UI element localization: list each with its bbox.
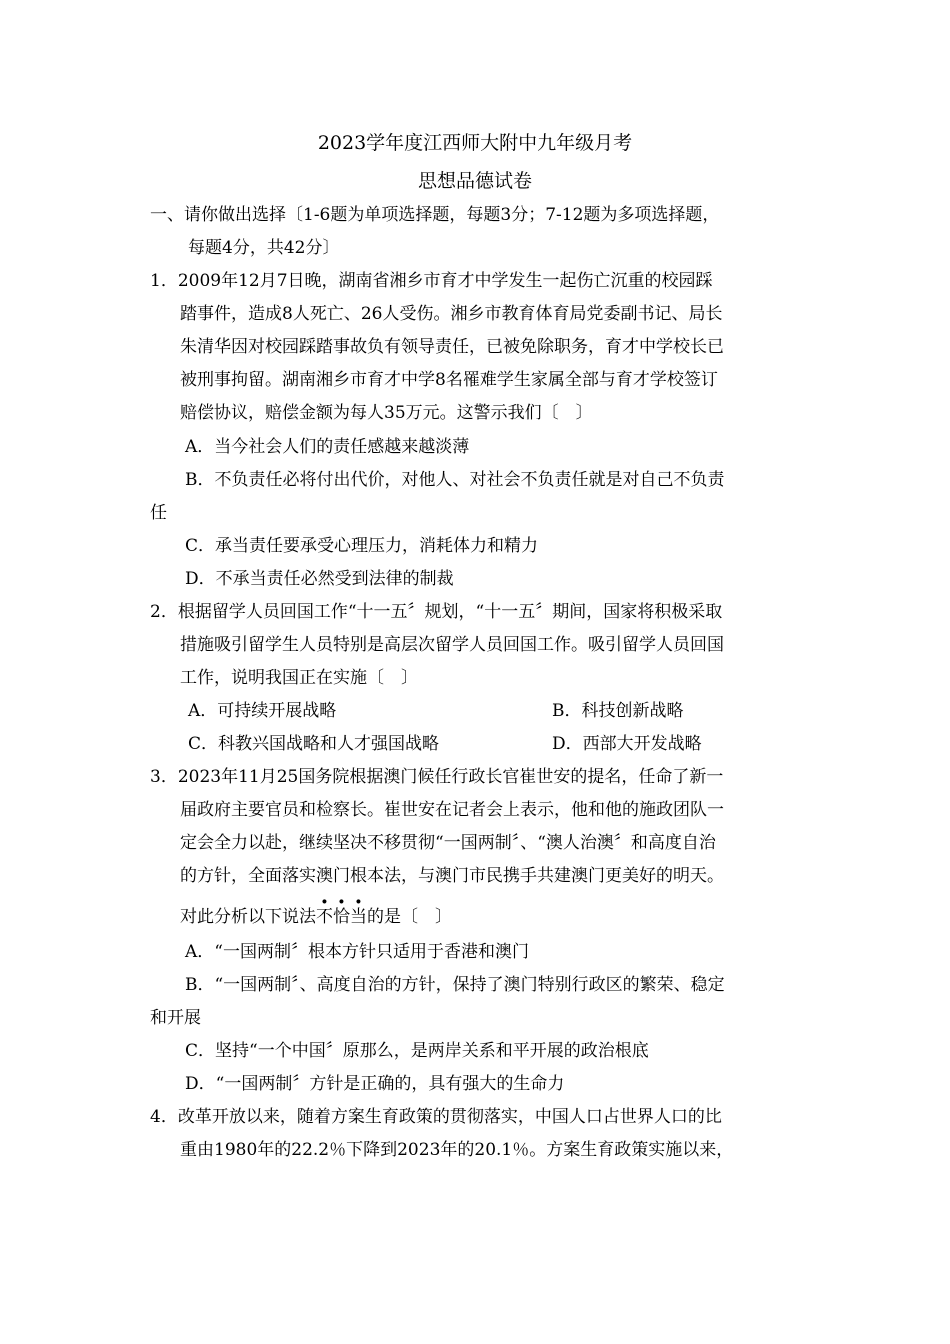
q3-option-b: B．“一国两制〞、高度自治的方针，保持了澳门特别行政区的繁荣、稳定 xyxy=(185,975,725,995)
q3-option-d: D．“一国两制〞方针是正确的，具有强大的生命力 xyxy=(185,1074,565,1094)
q1-stem-line: 赔偿协议，赔偿金额为每人35万元。这警示我们〔 〕 xyxy=(180,403,593,423)
q2-option-d: D．西部大开发战略 xyxy=(552,734,702,754)
q1-option-d: D．不承当责任必然受到法律的制裁 xyxy=(185,569,454,589)
q4-stem-line: 4．改革开放以来，随着方案生育政策的贯彻落实，中国人口占世界人口的比 xyxy=(150,1107,722,1127)
q1-stem-line: 1．2009年12月7日晚，湖南省湘乡市育才中学发生一起伤亡沉重的校园踩 xyxy=(150,271,713,291)
emphasis-char: 当 xyxy=(350,907,367,927)
q3-option-c: C．坚持“一个中国〞原那么，是两岸关系和平开展的政治根底 xyxy=(185,1041,649,1061)
exam-subtitle: 思想品德试卷 xyxy=(417,170,532,192)
q3-emphasis-text xyxy=(316,907,367,927)
q1-option-b-cont: 任 xyxy=(150,503,167,523)
q3-question-line xyxy=(180,906,452,928)
q2-stem-line: 措施吸引留学生人员特别是高层次留学人员回国工作。吸引留学人员回国 xyxy=(180,635,724,655)
q3-option-a: A．“一国两制〞根本方针只适用于香港和澳门 xyxy=(185,942,529,962)
q2-option-a: A．可持续开展战略 xyxy=(188,701,337,721)
q3-stem-line: 3．2023年11月25国务院根据澳门候任行政长官崔世安的提名，任命了新一 xyxy=(150,767,724,787)
emphasis-char: 不 xyxy=(316,907,333,927)
q3-question-post: 的是〔 〕 xyxy=(367,907,452,927)
section-heading: 一、请你做出选择〔1-6题为单项选择题，每题3分；7-12题为多项选择题， xyxy=(150,205,720,225)
q2-option-c: C．科教兴国战略和人才强国战略 xyxy=(188,734,440,754)
q3-option-b-cont: 和开展 xyxy=(150,1008,201,1028)
q3-stem-line: 届政府主要官员和检察长。崔世安在记者会上表示，他和他的施政团队一 xyxy=(180,800,724,820)
q2-stem-line: 2．根据留学人员回国工作“十一五〞规划，“十一五〞期间，国家将积极采取 xyxy=(150,602,723,622)
q2-stem-line: 工作，说明我国正在实施〔 〕 xyxy=(180,668,418,688)
q3-question-pre: 对此分析以下说法 xyxy=(180,907,316,927)
q3-stem-line: 的方针，全面落实澳门根本法，与澳门市民携手共建澳门更美好的明天。 xyxy=(180,866,724,886)
q4-stem-line: 重由1980年的22.2％下降到2023年的20.1％。方案生育政策实施以来， xyxy=(180,1140,734,1160)
q1-stem-line: 朱清华因对校园踩踏事故负有领导责任，已被免除职务，育才中学校长已 xyxy=(180,337,724,357)
q1-option-b: B．不负责任必将付出代价，对他人、对社会不负责任就是对自己不负责 xyxy=(185,470,725,490)
q3-stem-line: 定会全力以赴，继续坚决不移贯彻“一国两制〞、“澳人治澳〞和高度自治 xyxy=(180,833,716,853)
exam-title: 2023学年度江西师大附中九年级月考 xyxy=(317,132,633,154)
section-heading-cont: 每题4分，共42分〕 xyxy=(188,238,340,258)
q2-option-b: B．科技创新战略 xyxy=(552,701,684,721)
q1-option-c: C．承当责任要承受心理压力，消耗体力和精力 xyxy=(185,536,539,556)
q1-option-a: A．当今社会人们的责任感越来越淡薄 xyxy=(185,437,470,457)
emphasis-char: 恰 xyxy=(333,907,350,927)
q1-stem-line: 踏事件，造成8人死亡、26人受伤。湘乡市教育体育局党委副书记、局长 xyxy=(180,304,723,324)
q1-stem-line: 被刑事拘留。湖南湘乡市育才中学8名罹难学生家属全部与育才学校签订 xyxy=(180,370,718,390)
